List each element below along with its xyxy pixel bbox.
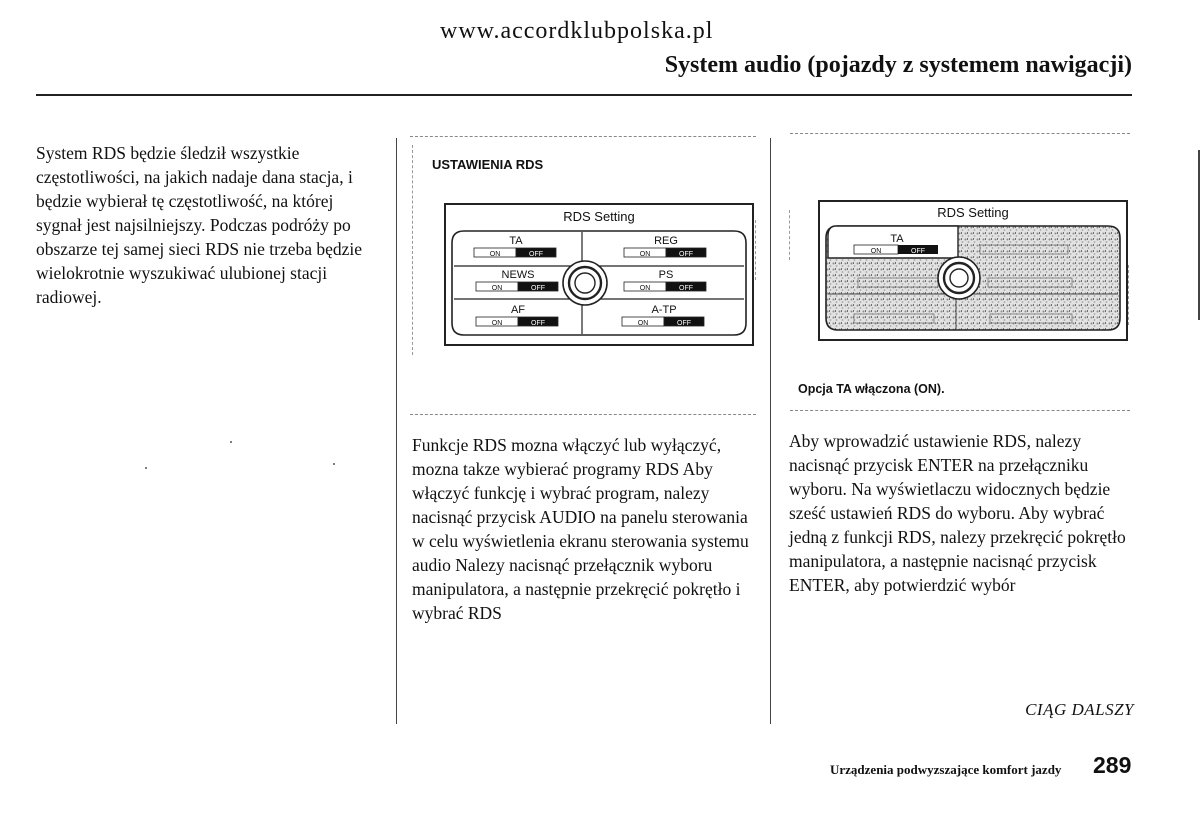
figure-frame-side (755, 220, 756, 280)
option-label-ps: PS (658, 269, 674, 281)
option-label-news: NEWS (501, 269, 535, 281)
figure-frame-bottom (790, 410, 1130, 411)
rds-setting-panel (446, 205, 752, 344)
column-divider-left (396, 138, 397, 724)
option-news-off-text: OFF (531, 285, 545, 292)
option-ps-on-text: ON (639, 285, 651, 292)
footer-section-name: Urządzenia podwyzszające komfort jazdy (830, 762, 1062, 777)
figure-frame-top (790, 133, 1130, 134)
scan-speck (230, 441, 232, 443)
ta-on-text: ON (870, 248, 882, 255)
rds-setting-screen (444, 203, 754, 346)
option-label-reg: REG (654, 235, 678, 247)
option-af-on-text: ON (491, 320, 503, 327)
scan-speck (333, 463, 335, 465)
section-title: System audio (pojazdy z systemem nawigacji) (664, 52, 1132, 78)
rds-setting-panel-ta-on (820, 202, 1126, 339)
left-paragraph: System RDS będzie śledził wszystkie częstotliwości, na jakich nadaje dana stacja, i będzie wybierał tę częstotliwość, na której sygnał jest najsilniejszy. Podczas podróży po obszarze tej samej sieci RDS nie trzeba będzie wielokrotnie wyszukiwać ulubionej stacji radiowej. (36, 143, 363, 307)
middle-paragraph: Funkcje RDS mozna włączyć lub wyłączyć, mozna takze wybierać programy RDS Aby włączyć funkcję i wybrać program, nalezy nacisnąć przycisk AUDIO na panelu sterowania w celu wyświetlenia ekranu sterowania systemu audio Nalezy nacisnąć przełącznik wyboru manipulatora, a następnie przekręcić pokrętło i wybrać RDS (412, 435, 749, 623)
header-rule (36, 94, 1132, 96)
option-label-af: AF (510, 304, 526, 316)
figure-heading: USTAWIENIA RDS (432, 157, 544, 172)
screen-title: RDS Setting (937, 205, 1009, 220)
figure-frame-bottom (410, 414, 756, 415)
option-af-off-text: OFF (531, 320, 545, 327)
figure-frame-side (412, 145, 413, 355)
rds-setting-screen-ta-on (818, 200, 1128, 341)
continued-label: CIĄG DALSZY (1025, 700, 1134, 719)
option-ta-off-text: OFF (529, 251, 543, 258)
ta-label: TA (890, 233, 904, 245)
site-url: www.accordklubpolska.pl (440, 18, 714, 44)
option-ps-off-text: OFF (679, 285, 693, 292)
option-a-tp-on-text: ON (637, 320, 649, 327)
screen-title: RDS Setting (563, 209, 635, 224)
option-a-tp-off-text: OFF (677, 320, 691, 327)
ta-off-text: OFF (911, 248, 925, 255)
figure-caption: Opcja TA włączona (ON). (798, 382, 945, 396)
figure-frame-side (789, 210, 790, 260)
scan-speck (145, 467, 147, 469)
option-ta-on-text: ON (489, 251, 501, 258)
option-label-ta: TA (509, 235, 523, 247)
option-reg-off-text: OFF (679, 251, 693, 258)
option-label-a-tp: A-TP (651, 304, 677, 316)
page-number: 289 (1093, 752, 1132, 778)
right-paragraph: Aby wprowadzić ustawienie RDS, nalezy nacisnąć przycisk ENTER na przełączniku wyboru. Na wyświetlaczu widocznych będzie sześć ustawień RDS do wyboru. Aby wybrać jedną z funkcji RDS, nalezy przekręcić pokrętło manipulatora, a następnie nacisnąć przycisk ENTER, aby potwierdzić wybór (789, 431, 1126, 595)
option-reg-on-text: ON (639, 251, 651, 258)
option-news-on-text: ON (491, 285, 503, 292)
figure-frame-side (1128, 265, 1129, 325)
figure-frame-top (410, 136, 756, 137)
column-divider-middle (770, 138, 771, 724)
